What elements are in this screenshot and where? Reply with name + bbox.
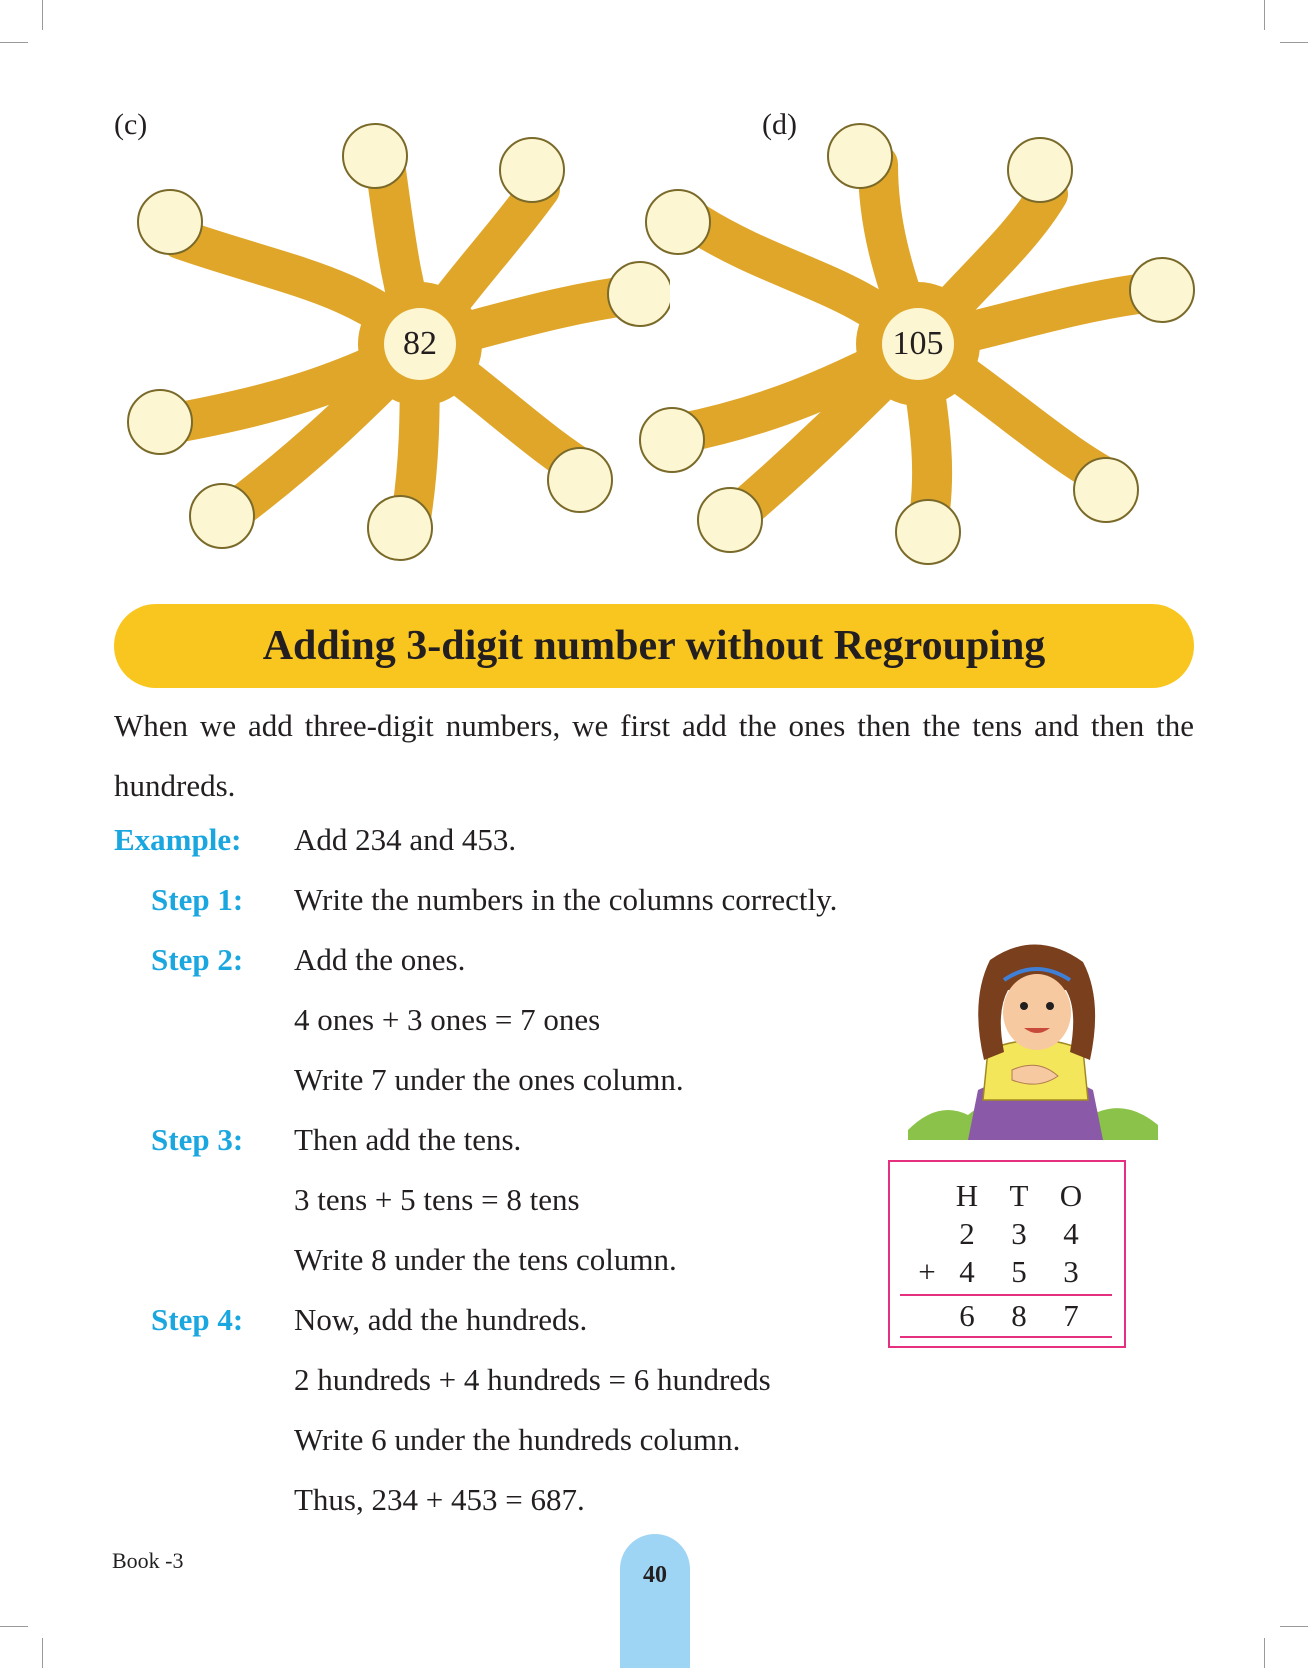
crop-mark [42, 0, 43, 30]
example-label: Example: [114, 822, 242, 857]
crop-mark [1280, 1626, 1308, 1627]
hto-operator: + [918, 1254, 936, 1289]
step-4-label: Step 4: [151, 1302, 244, 1337]
crop-mark [1264, 1638, 1265, 1668]
hto-header-h: H [955, 1178, 979, 1213]
step-1-line: Write the numbers in the columns correctly. [294, 882, 838, 917]
step-4-line: 2 hundreds + 4 hundreds = 6 hundreds [294, 1362, 771, 1397]
hto-header-t: T [1009, 1178, 1029, 1213]
section-banner [114, 604, 1194, 688]
intro-paragraph: When we add three-digit numbers, we first add the ones then the tens and then the hundreds. [114, 708, 1194, 803]
example-text: Add 234 and 453. [294, 822, 517, 857]
hto-sum-o: 7 [1063, 1298, 1079, 1333]
step-1-label: Step 1: [151, 882, 244, 917]
step-3-line: Write 8 under the tens column. [294, 1242, 677, 1277]
exercise-label-c: (c) [114, 108, 148, 141]
hto-row1-t: 3 [1011, 1216, 1027, 1251]
step-3-line: Then add the tens. [294, 1122, 522, 1157]
crop-mark [0, 1626, 28, 1627]
step-2-line: Write 7 under the ones column. [294, 1062, 684, 1097]
crop-mark [1264, 0, 1265, 30]
page-number: 40 [643, 1562, 667, 1588]
exercise-label-d: (d) [762, 108, 797, 141]
hto-row2-t: 5 [1011, 1254, 1027, 1289]
book-label: Book -3 [112, 1548, 184, 1573]
hto-row2-o: 3 [1063, 1254, 1079, 1289]
center-number-d: 105 [892, 325, 944, 362]
section-title: Adding 3-digit number without Regrouping [262, 623, 1046, 669]
hto-addition-table [888, 1160, 1126, 1348]
girl-illustration [908, 940, 1158, 1140]
hto-row2-h: 4 [959, 1254, 975, 1289]
page-number-tab [620, 1534, 690, 1668]
crop-mark [0, 42, 28, 43]
step-4-line: Write 6 under the hundreds column. [294, 1422, 741, 1457]
hto-rule-bottom [900, 1336, 1112, 1338]
step-4-line: Now, add the hundreds. [294, 1302, 588, 1337]
step-4-line: Thus, 234 + 453 = 687. [294, 1482, 585, 1517]
step-3-label: Step 3: [151, 1122, 244, 1157]
hto-row1-o: 4 [1063, 1216, 1079, 1251]
step-2-label: Step 2: [151, 942, 244, 977]
step-2-line: 4 ones + 3 ones = 7 ones [294, 1002, 601, 1037]
hto-header-o: O [1059, 1178, 1083, 1213]
crop-mark [1280, 42, 1308, 43]
step-2-line: Add the ones. [294, 942, 466, 977]
step-3-line: 3 tens + 5 tens = 8 tens [294, 1182, 580, 1217]
hto-sum-h: 6 [959, 1298, 975, 1333]
crop-mark [42, 1638, 43, 1668]
hto-row1-h: 2 [959, 1216, 975, 1251]
hto-sum-t: 8 [1011, 1298, 1027, 1333]
center-number-c: 82 [403, 325, 437, 362]
